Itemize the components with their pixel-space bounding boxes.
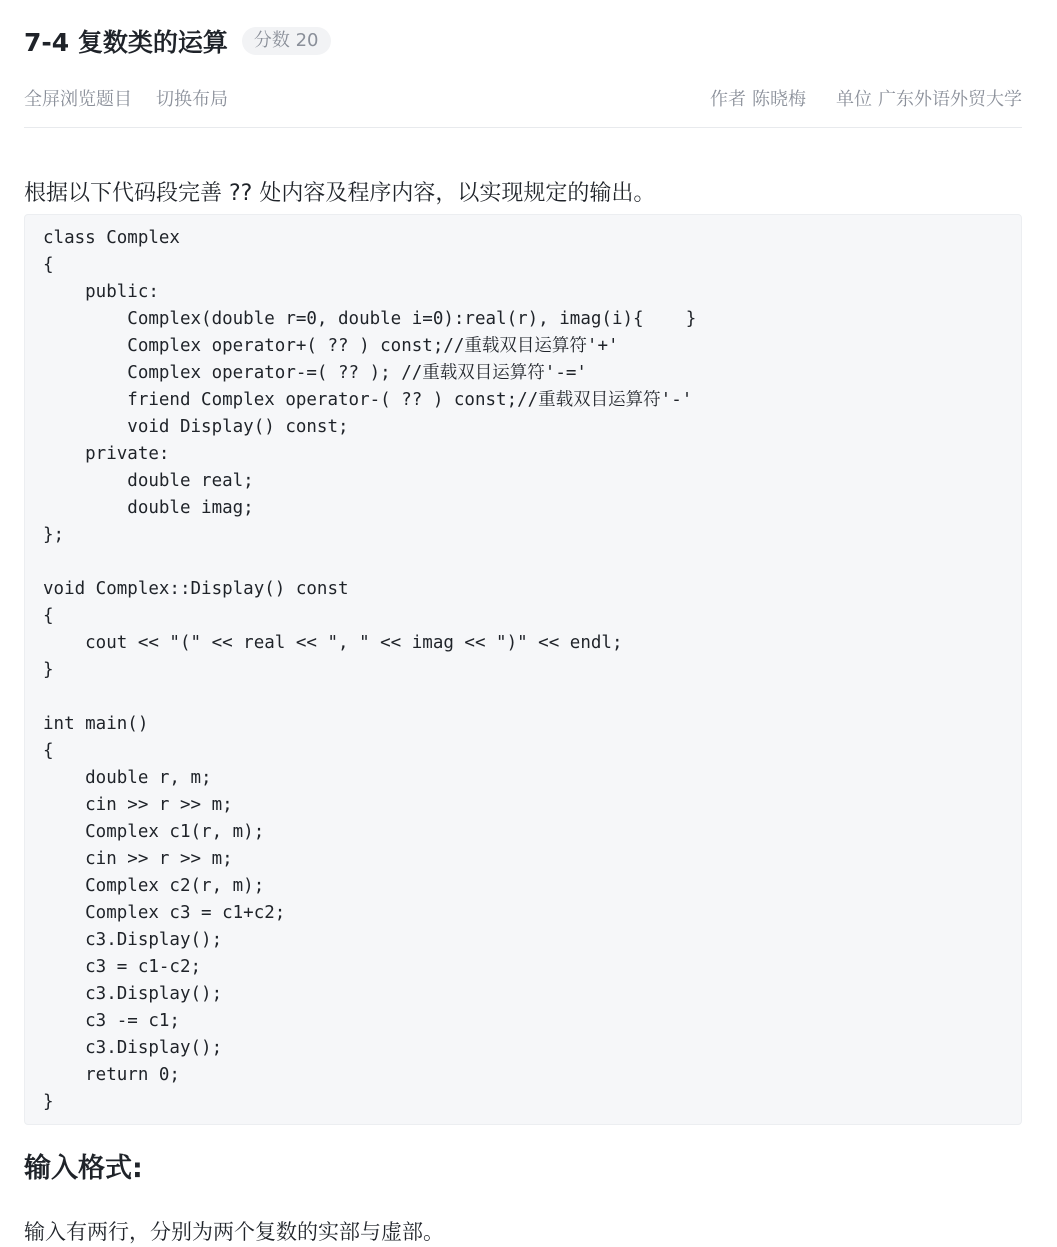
unit-value: 广东外语外贸大学 [878, 89, 1022, 110]
meta-actions [24, 85, 228, 111]
input-format-heading: 输入格式: [24, 1153, 143, 1184]
unit-info [836, 85, 1022, 111]
fullscreen-link[interactable]: 全屏浏览题目 [24, 89, 132, 110]
title-row [24, 0, 1022, 82]
problem-description: 根据以下代码段完善 ?? 处内容及程序内容，以实现规定的输出。 [24, 181, 656, 206]
author-value: 陈晓梅 [752, 89, 806, 110]
author-label: 作者 [710, 89, 746, 110]
meta-info [710, 85, 1022, 111]
switch-layout-link[interactable]: 切换布局 [156, 89, 228, 110]
problem-title: 7-4 复数类的运算 [24, 28, 228, 57]
code-content: class Complex { public: Complex(double r=0, double i=0):real(r), imag(i){ } Complex operator+( ?? ) const;//重载双目运算符'+' Complex operator-=( ?? ); //重载双目运算符'-=' friend Complex operator-( ?? ) const;//重载双目运算符'-' void Display() const; private: double real; double imag; }; void Complex::Display() const { cout << "(" << real << ", " << imag << ")" << endl; } int main() { double r, m; cin >> r >> m; Complex c1(r, m); cin >> r >> m; Complex c2(r, m); Complex c3 = c1+c2; c3.Display(); c3 = c1-c2; c3.Display(); c3 -= c1; c3.Display(); return 0; } [43, 228, 697, 1112]
unit-label: 单位 [836, 89, 872, 110]
input-format-text: 输入有两行，分别为两个复数的实部与虚部。 [24, 1220, 444, 1244]
meta-row [24, 82, 1022, 128]
code-block[interactable] [24, 214, 1022, 1125]
author-info [710, 85, 806, 111]
score-badge: 分数 20 [242, 27, 331, 55]
